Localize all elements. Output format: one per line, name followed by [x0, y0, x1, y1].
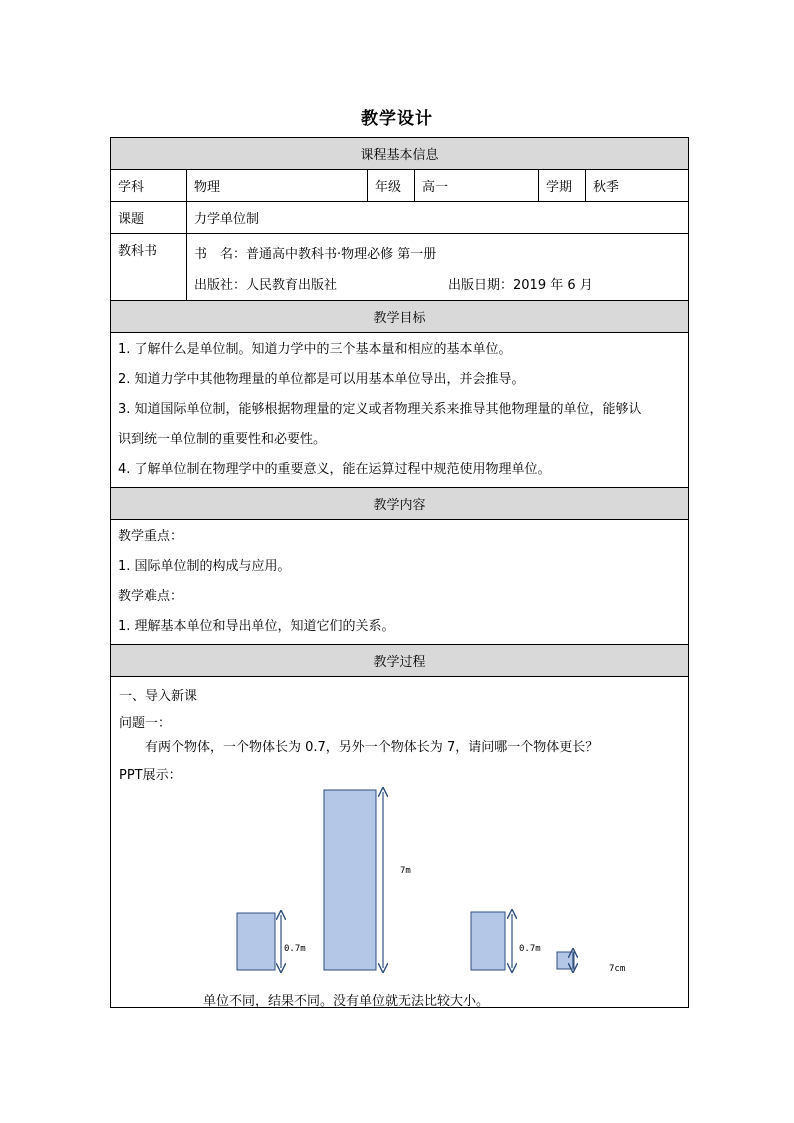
- objectives-body: [111, 333, 689, 488]
- subject-label: 学科: [111, 170, 187, 202]
- small-box-right: [471, 912, 505, 970]
- term-label: 学期: [539, 170, 586, 202]
- tiny-box: [557, 952, 574, 969]
- publisher: 出版社：人民教育出版社: [194, 278, 338, 293]
- question-text: 有两个物体，一个物体长为 0.7，另外一个物体长为 7，请问哪一个物体更长？: [145, 740, 599, 755]
- topic-label: 课题: [111, 202, 187, 234]
- process-body: [111, 677, 689, 1008]
- subject-value: 物理: [187, 170, 368, 202]
- grade-value: 高一: [415, 170, 539, 202]
- key-points-label: 教学重点：: [118, 529, 184, 544]
- difficulty-label: 教学难点：: [118, 589, 184, 604]
- textbook-info: [187, 234, 689, 301]
- section-header-process: 教学过程: [111, 645, 689, 677]
- book-name: 书 名：普通高中教科书·物理必修 第一册: [194, 247, 437, 262]
- key-point-item: 1. 国际单位制的构成与应用。: [118, 559, 291, 574]
- objective-item: 识到统一单位制的重要性和必要性。: [118, 432, 327, 447]
- difficulty-item: 1. 理解基本单位和导出单位，知道它们的关系。: [118, 619, 395, 634]
- label-left-small: 0.7m: [284, 944, 306, 954]
- label-right-tiny: 7cm: [609, 964, 626, 974]
- document-title: 教学设计: [361, 109, 433, 129]
- content-body: [111, 520, 689, 645]
- section-header-content: 教学内容: [111, 488, 689, 520]
- diagram-caption: 单位不同，结果不同。没有单位就无法比较大小。: [203, 994, 490, 1009]
- ppt-label: PPT展示：: [119, 768, 182, 783]
- topic-value: 力学单位制: [187, 202, 689, 234]
- process-section-title: 一、导入新课: [119, 689, 198, 704]
- term-value: 秋季: [586, 170, 689, 202]
- objective-item: 3. 知道国际单位制，能够根据物理量的定义或者物理关系来推导其他物理量的单位，能够认: [118, 402, 642, 417]
- label-right-mid: 0.7m: [519, 944, 541, 954]
- section-header-objectives: 教学目标: [111, 301, 689, 333]
- objective-item: 4. 了解单位制在物理学中的重要意义，能在运算过程中规范使用物理单位。: [118, 462, 551, 477]
- lesson-plan-table: [110, 137, 689, 1008]
- label-tall: 7m: [400, 866, 411, 876]
- objective-item: 1. 了解什么是单位制。知道力学中的三个基本量和相应的基本单位。: [118, 342, 512, 357]
- textbook-label: 教科书: [111, 234, 187, 301]
- grade-label: 年级: [368, 170, 415, 202]
- section-header-basic-info: 课程基本信息: [111, 138, 689, 170]
- length-comparison-diagram: [111, 677, 687, 1007]
- question-label: 问题一：: [119, 716, 172, 731]
- small-box-left: [237, 913, 275, 970]
- publish-date: 出版日期：2019 年 6 月: [448, 278, 593, 293]
- tall-box: [324, 790, 376, 970]
- objective-item: 2. 知道力学中其他物理量的单位都是可以用基本单位导出，并会推导。: [118, 372, 525, 387]
